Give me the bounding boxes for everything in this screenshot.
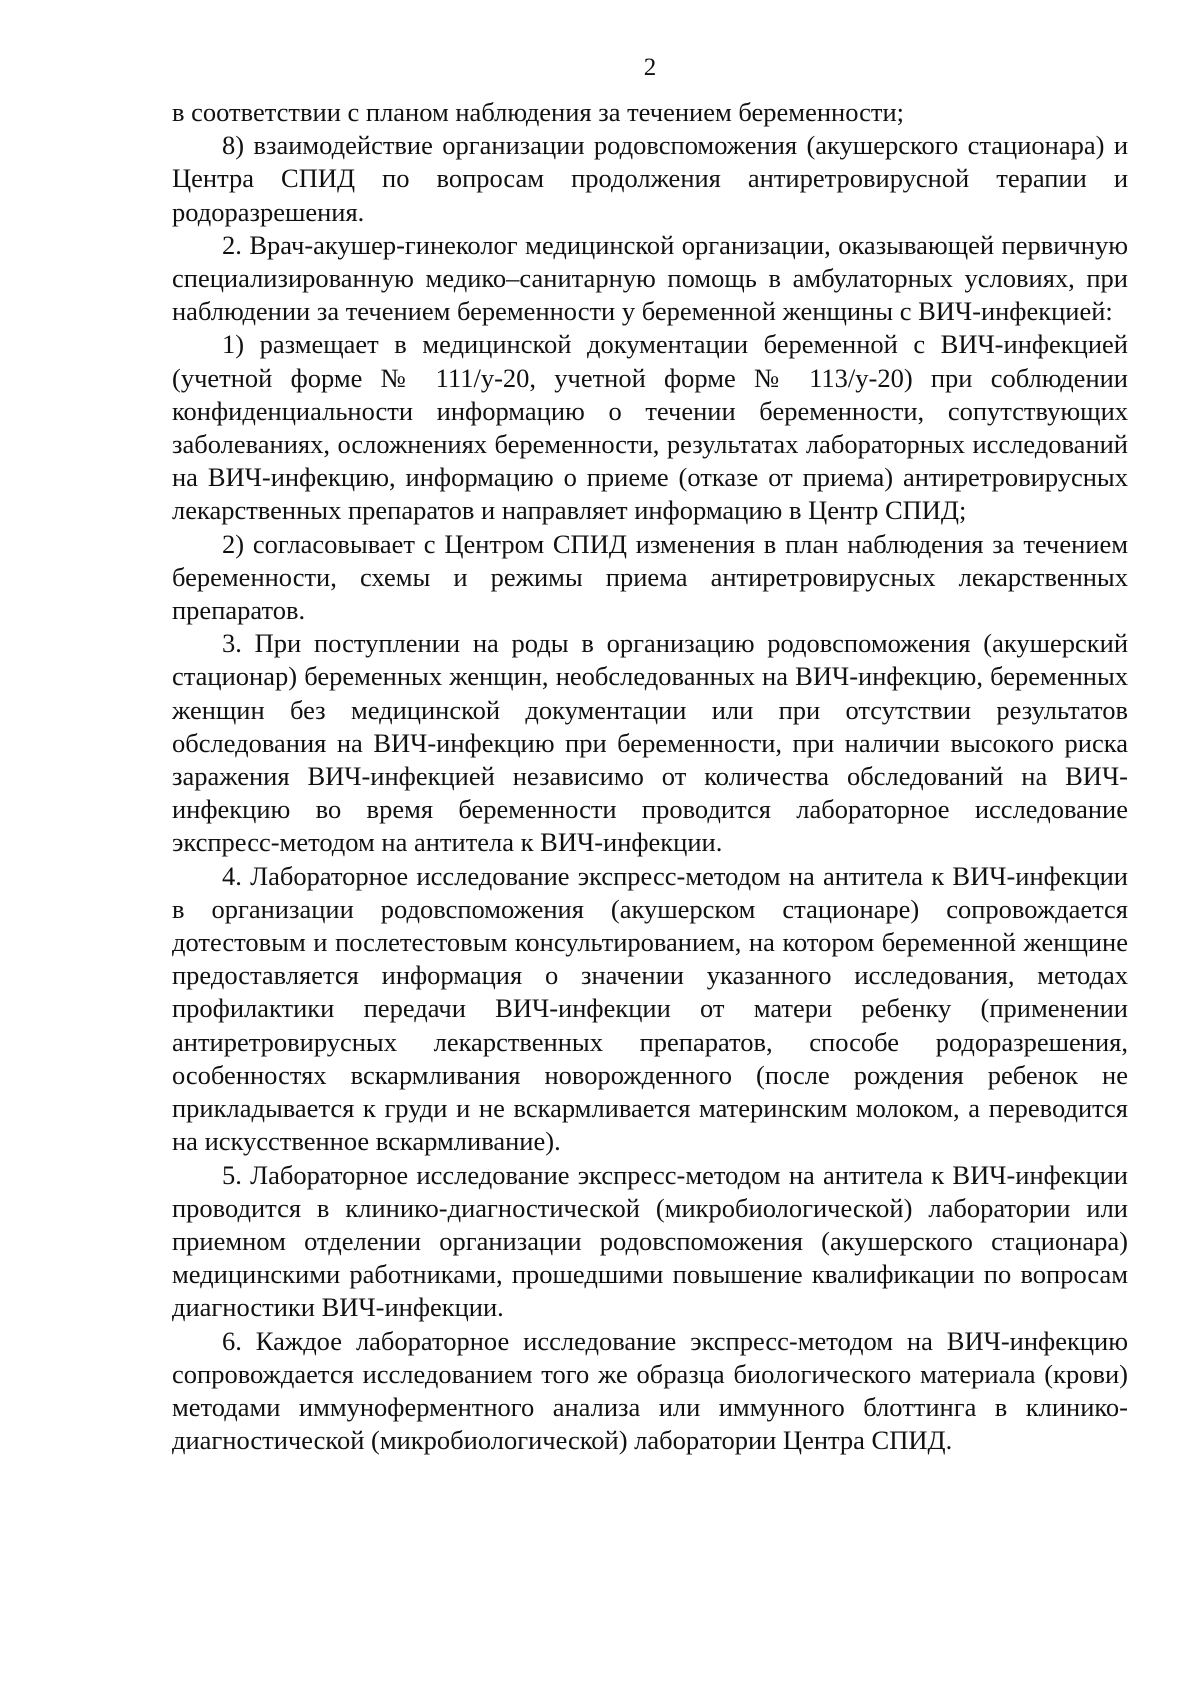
paragraph: 4. Лабораторное исследование экспресс-методом на антитела к ВИЧ-инфекции в организации родовспоможения (акушерском стационаре) сопровождается дотестовым и послетестовым консультированием, на котором беременной женщине предоставляется информация о значении указанного исследования, методах профилактики передачи ВИЧ-инфекции от матери ребенку (применении антиретровирусных лекарственных препаратов, способе родоразрешения, особенностях вскармливания новорожденного (после рождения ребенок не прикладывается к груди и не вскармливается материнским молоком, а переводится на искусственное вскармливание). xyxy=(172,860,1128,1157)
document-body xyxy=(172,96,1128,1457)
paragraph: 1) размещает в медицинской документации беременной с ВИЧ-инфекцией (учетной форме № 111/у-20, учетной форме № 113/у-20) при соблюдении конфиденциальности информацию о течении беременности, сопутствующих заболеваниях, осложнениях беременности, результатах лабораторных исследований на ВИЧ-инфекцию, информацию о приеме (отказе от приема) антиретровирусных лекарственных препаратов и направляет информацию в Центр СПИД; xyxy=(172,329,1128,526)
paragraph: 6. Каждое лабораторное исследование экспресс-методом на ВИЧ-инфекцию сопровождается исследованием того же образца биологического материала (крови) методами иммуноферментного анализа или иммунного блоттинга в клинико-диагностической (микробиологической) лаборатории Центра СПИД. xyxy=(172,1325,1128,1456)
document-page xyxy=(172,52,1128,1457)
paragraph: 3. При поступлении на роды в организацию родовспоможения (акушерский стационар) беременных женщин, необследованных на ВИЧ-инфекцию, беременных женщин без медицинской документации или при отсутствии результатов обследования на ВИЧ-инфекцию при беременности, при наличии высокого риска заражения ВИЧ-инфекцией независимо от количества обследований на ВИЧ-инфекцию во время беременности проводится лабораторное исследование экспресс-методом на антитела к ВИЧ-инфекции. xyxy=(172,628,1128,858)
paragraph: 5. Лабораторное исследование экспресс-методом на антитела к ВИЧ-инфекции проводится в клинико-диагностической (микробиологической) лаборатории или приемном отделении организации родовспоможения (акушерского стационара) медицинскими работниками, прошедшими повышение квалификации по вопросам диагностики ВИЧ-инфекции. xyxy=(172,1159,1128,1323)
page-number: 2 xyxy=(643,54,657,81)
paragraph: 2. Врач-акушер-гинеколог медицинской организации, оказывающей первичную специализированную медико–санитарную помощь в амбулаторных условиях, при наблюдении за течением беременности у беременной женщины с ВИЧ-инфекцией: xyxy=(172,229,1128,327)
paragraph: в соответствии с планом наблюдения за течением беременности; xyxy=(172,97,904,127)
paragraph: 8) взаимодействие организации родовспоможения (акушерского стационара) и Центра СПИД по вопросам продолжения антиретровирусной терапии и родоразрешения. xyxy=(172,130,1128,227)
paragraph: 2) согласовывает с Центром СПИД изменения в план наблюдения за течением беременности, схемы и режимы приема антиретровирусных лекарственных препаратов. xyxy=(172,528,1128,626)
